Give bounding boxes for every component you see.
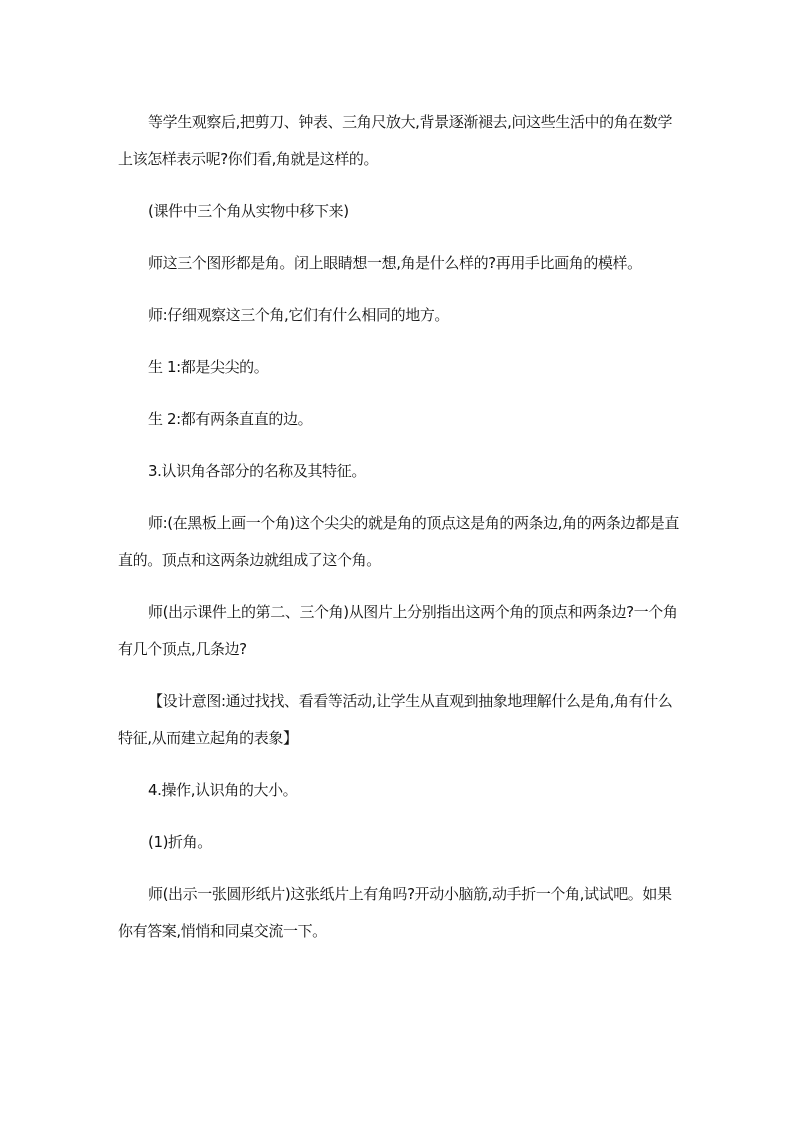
paragraph-6: 生 2:都有两条直直的边。 xyxy=(148,410,313,428)
paragraph-1: 等学生观察后,把剪刀、钟表、三角尺放大,背景逐渐褪去,问这些生活中的角在数学上该怎样表示呢?你们看,角就是这样的。 xyxy=(118,113,673,168)
paragraph-3: 师这三个图形都是角。闭上眼睛想一想,角是什么样的?再用手比画角的模样。 xyxy=(148,254,642,272)
paragraph-2: (课件中三个角从实物中移下来) xyxy=(148,202,349,220)
paragraph-12: (1)折角。 xyxy=(148,833,212,851)
paragraph-7: 3.认识角各部分的名称及其特征。 xyxy=(148,462,366,480)
paragraph-4: 师:仔细观察这三个角,它们有什么相同的地方。 xyxy=(148,306,450,324)
document-body xyxy=(118,104,684,950)
paragraph-13: 师(出示一张圆形纸片)这张纸片上有角吗?开动小脑筋,动手折一个角,试试吧。如果你有答案,悄悄和同桌交流一下。 xyxy=(118,885,672,940)
paragraph-8: 师:(在黑板上画一个角)这个尖尖的就是角的顶点这是角的两条边,角的两条边都是直直的。顶点和这两条边就组成了这个角。 xyxy=(118,514,679,569)
paragraph-5: 生 1:都是尖尖的。 xyxy=(148,358,269,376)
paragraph-9: 师(出示课件上的第二、三个角)从图片上分别指出这两个角的顶点和两条边?一个角有几个顶点,几条边? xyxy=(118,603,678,658)
paragraph-10: 【设计意图:通过找找、看看等活动,让学生从直观到抽象地理解什么是角,角有什么特征,从而建立起角的表象】 xyxy=(118,692,673,747)
paragraph-11: 4.操作,认识角的大小。 xyxy=(148,781,298,799)
